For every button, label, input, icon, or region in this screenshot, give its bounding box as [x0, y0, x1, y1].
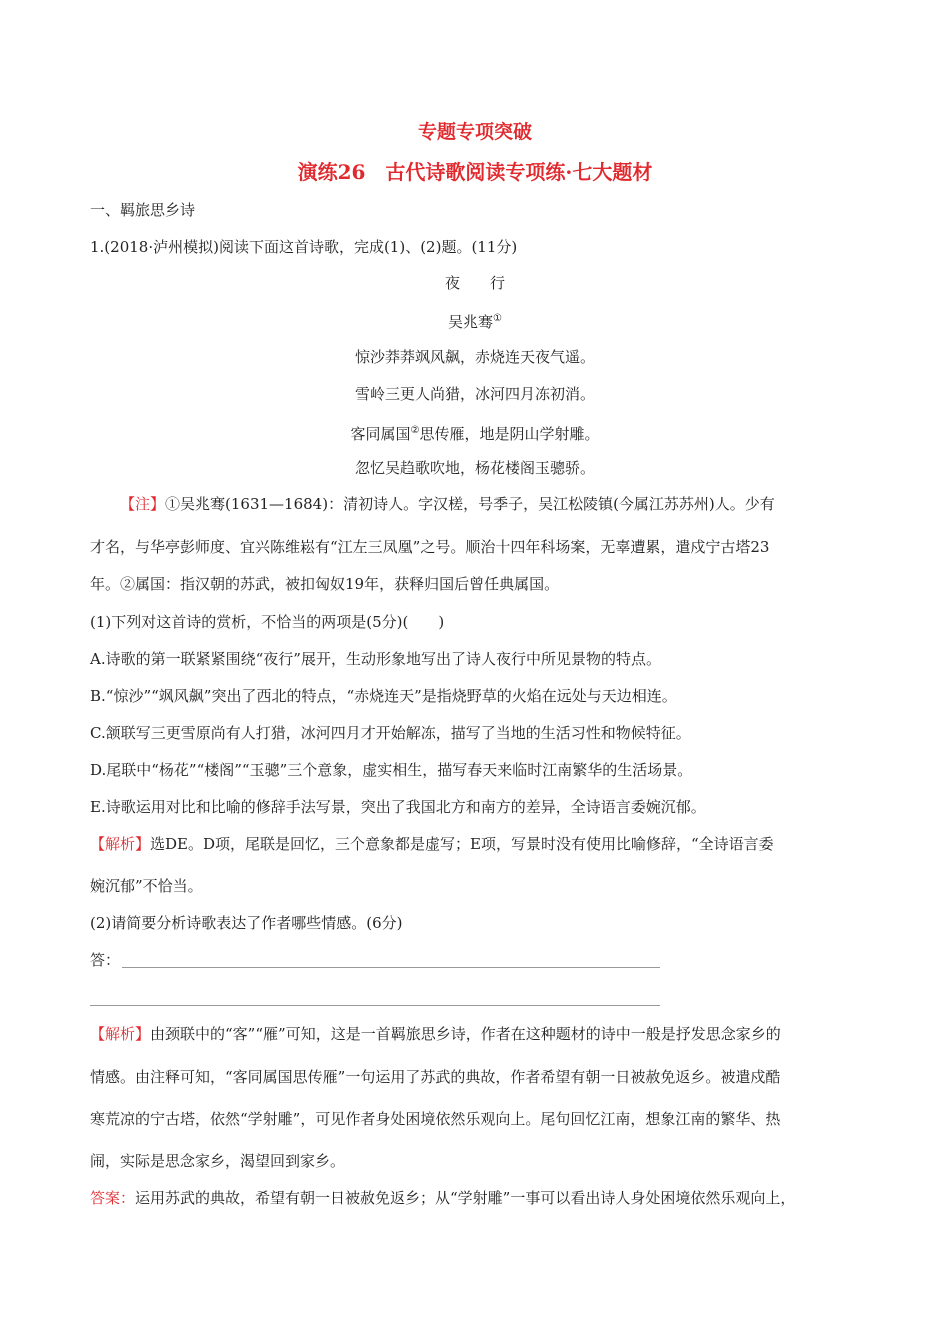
option-a: A.诗歌的第一联紧紧围绕“夜行”展开，生动形象地写出了诗人夜行中所见景物的特点。	[90, 650, 661, 668]
analysis-1-line-1	[90, 834, 774, 854]
poem-line-1: 惊沙莽莽飒风飙，赤烧连天夜气遥。	[354, 348, 595, 366]
poem-line-3-part-b: 思传雁，地是阴山学射雕。	[419, 425, 600, 443]
analysis-2-text-1: 由颈联中的“客”“雁”可知，这是一首羁旅思乡诗，作者在这种题材的诗中一般是抒发思念家乡的	[150, 1025, 781, 1043]
analysis-label: 【解析】	[90, 835, 151, 853]
analysis-2-line-4: 闹，实际是思念家乡，渴望回到家乡。	[90, 1152, 346, 1170]
note-label: 【注】	[120, 495, 166, 513]
analysis-label: 【解析】	[90, 1025, 151, 1043]
subquestion-1: (1)下列对这首诗的赏析，不恰当的两项是(5分)( )	[90, 613, 445, 631]
analysis-2-line-2: 情感。由注释可知，“客同属国思传雁”一句运用了苏武的典故，作者希望有朝一日被赦免返乡。被遣戍酷	[90, 1068, 781, 1086]
note-line-1	[120, 494, 775, 514]
option-b: B.“惊沙”“飒风飙”突出了西北的特点，“赤烧连天”是指烧野草的火焰在远处与天边相连。	[90, 687, 677, 705]
option-c: C.颔联写三更雪原尚有人打猎，冰河四月才开始解冻，描写了当地的生活习性和物候特征。	[90, 724, 691, 742]
analysis-1-text: 选DE。D项，尾联是回忆，三个意象都是虚写；E项，写景时没有使用比喻修辞，“全诗语言委	[150, 835, 774, 853]
poem-line-2: 雪岭三更人尚猎，冰河四月冻初消。	[354, 385, 595, 403]
analysis-1-line-2: 婉沉郁”不恰当。	[90, 877, 203, 895]
answer-label: 答案：	[90, 1189, 136, 1207]
answer-line-1	[90, 1188, 795, 1208]
poem-line-4: 忽忆吴趋歌吹地，杨花楼阁玉骢骄。	[354, 459, 595, 477]
analysis-2-line-1	[90, 1024, 781, 1044]
note-text-1: ①吴兆骞(1631—1684)：清初诗人。字汉槎，号季子，吴江松陵镇(今属江苏苏州)人。少有	[165, 495, 775, 513]
poem-title: 夜 行	[444, 274, 505, 292]
analysis-2-line-3: 寒荒凉的宁古塔，依然“学射雕”，可见作者身处困境依然乐观向上。尾句回忆江南，想象江南的繁华、热	[90, 1110, 781, 1128]
answer-blank-line-2[interactable]	[90, 1005, 660, 1006]
footnote-mark-2: ②	[410, 425, 420, 436]
poem-author	[0, 309, 950, 332]
section-heading: 一、羁旅思乡诗	[90, 201, 196, 219]
option-e: E.诗歌运用对比和比喻的修辞手法写景，突出了我国北方和南方的差异，全诗语言委婉沉郁。	[90, 798, 706, 816]
subquestion-2: (2)请简要分析诗歌表达了作者哪些情感。(6分)	[90, 914, 403, 932]
question-intro: 1.(2018·泸州模拟)阅读下面这首诗歌，完成(1)、(2)题。(11分)	[90, 238, 518, 256]
answer-text-1: 运用苏武的典故，希望有朝一日被赦免返乡；从“学射雕”一事可以看出诗人身处困境依然乐观向上，	[135, 1189, 796, 1207]
answer-prompt: 答：	[90, 951, 121, 969]
note-line-3: 年。②属国：指汉朝的苏武，被扣匈奴19年，获释归国后曾任典属国。	[90, 575, 560, 593]
poem-line-3	[0, 421, 950, 444]
answer-blank-line-1[interactable]	[122, 967, 660, 968]
footnote-mark-1: ①	[493, 313, 502, 324]
poem-line-3-part-a: 客同属国	[350, 425, 411, 443]
section-title: 专题专项突破	[417, 121, 532, 143]
poem-author-name: 吴兆骞	[448, 313, 494, 331]
exercise-title: 演练26 古代诗歌阅读专项练·七大题材	[297, 160, 653, 184]
option-d: D.尾联中“杨花”“楼阁”“玉骢”三个意象，虚实相生，描写春天来临时江南繁华的生活场景。	[90, 761, 693, 779]
note-line-2: 才名，与华亭彭师度、宜兴陈维崧有“江左三凤凰”之号。顺治十四年科场案，无辜遭累，遣戍宁古塔23	[90, 538, 770, 556]
